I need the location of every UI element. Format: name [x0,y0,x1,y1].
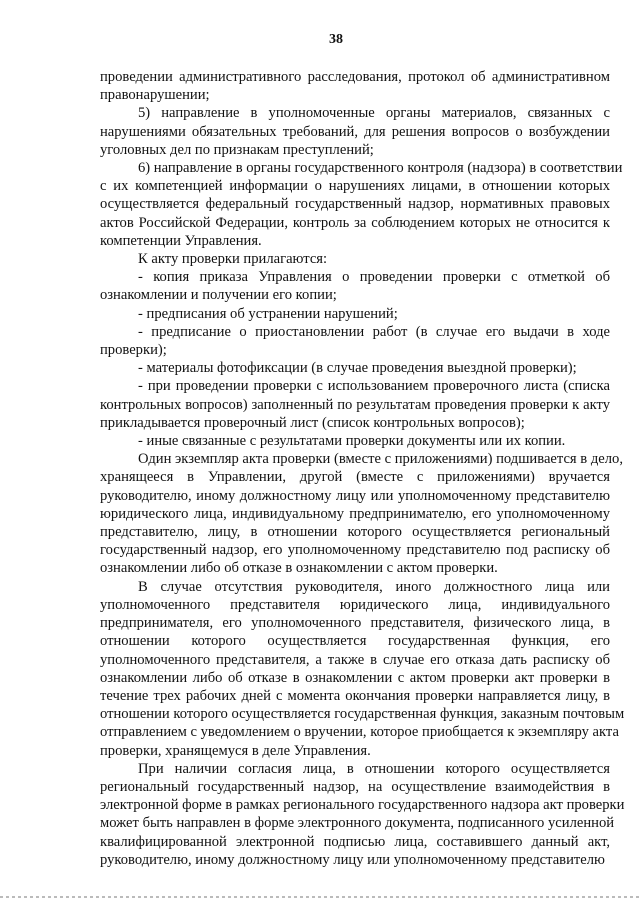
text-line: государственный надзор, его уполномоченному представителю под расписку об [100,542,610,559]
text-line: юридического лица, индивидуальному предпринимателю, его уполномоченному [100,505,610,522]
text-line: актов Российской Федерации, контроль за соблюдением которых не относится к [100,214,610,231]
paragraph-p0 [62,68,610,104]
text-line: хранящееся в Управлении, другой (вместе с приложениями) вручается [100,469,610,486]
paragraph-p6 [62,323,610,359]
text-line: - копия приказа Управления о проведении проверки с отметкой об [138,269,610,286]
text-line: представителю, лицу, в отношении которого осуществляется региональный [100,524,610,541]
paragraph-p10 [62,450,623,577]
text-line: При наличии согласия лица, в отношении которого осуществляется [138,760,610,777]
text-line: контрольных вопросов) заполненный по результатам проведения проверки к акту [100,396,610,413]
text-line: предпринимателя, его уполномоченного представителя, физического лица, в [100,615,610,632]
text-line: В случае отсутствия руководителя, иного должностного лица или [138,578,610,595]
text-line: региональный государственный надзор, на осуществление взаимодействия в [100,778,610,795]
text-line: нарушениями обязательных требований, для решения вопросов о возбуждении [100,123,610,140]
text-line: уполномоченного представителя юридического лица, индивидуального [100,596,610,613]
paragraph-p12 [62,760,625,869]
text-line: правонарушении; [100,87,210,104]
text-line: 6) направление в органы государственного контроля (надзора) в соответствии [138,160,623,177]
text-line: проверки, хранящемуся в деле Управления. [100,742,371,759]
document-body [62,68,625,869]
text-line: ознакомлении и получении его копии; [100,287,337,304]
paragraph-p2 [62,159,623,250]
text-line: руководителю, иному должностному лицу или уполномоченному представителю [100,487,610,504]
page-bottom-edge [0,896,640,898]
text-line: ознакомлении либо об отказе в ознакомлении с актом проверки акт проверки в [100,669,610,686]
text-line: ознакомлении либо об отказе в ознакомлении с актом проверки. [100,560,498,577]
text-line: 5) направление в уполномоченные органы материалов, связанных с [138,105,610,122]
text-line: осуществляется федеральный государственный надзор, нормативных правовых [100,196,610,213]
paragraph-p9 [62,432,610,450]
text-line: руководителю, иному должностному лицу или уполномоченному представителю [100,851,605,868]
paragraph-p5 [62,305,610,323]
paragraph-p8 [62,377,610,432]
page-number: 38 [329,32,343,47]
text-line: - иные связанные с результатами проверки документы или их копии. [138,433,566,450]
paragraph-p1 [62,104,610,159]
text-line: отправлением с уведомлением о вручении, которое приобщается к экземпляру акта [100,724,619,741]
text-line: отношении которого осуществляется государственная функция, его [100,633,610,650]
text-line: - материалы фотофиксации (в случае проведения выездной проверки); [138,360,577,377]
text-line: - предписание о приостановлении работ (в случае его выдачи в ходе [138,323,610,340]
text-line: электронной форме в рамках регионального государственного надзора акт проверки [100,797,625,814]
text-line: уголовных дел по признакам преступлений; [100,141,374,158]
text-line: течение трех рабочих дней с момента окончания проверки направляется лицу, в [100,687,610,704]
text-line: - предписания об устранении нарушений; [138,305,398,322]
text-line: Один экземпляр акта проверки (вместе с приложениями) подшивается в дело, [138,451,623,468]
text-line: проведении административного расследования, протокол об административном [100,69,610,85]
text-line: может быть направлен в форме электронного документа, подписанного усиленной [100,815,615,832]
text-line: квалифицированной электронной подписью лица, составившего данный акт, [100,833,610,850]
text-line: прикладывается проверочный лист (список контрольных вопросов); [100,414,525,431]
text-line: с их компетенцией информации о нарушениях лицами, в отношении которых [100,178,610,195]
text-line: отношении которого осуществляется государственная функция, заказным почтовым [100,706,625,723]
paragraph-p11 [62,578,625,760]
paragraph-p7 [62,359,610,377]
paragraph-p3 [62,250,610,268]
text-line: уполномоченного представителя, а также в случае его отказа дать расписку об [100,651,610,668]
text-line: компетенции Управления. [100,232,262,249]
text-line: проверки); [100,342,167,359]
paragraph-p4 [62,268,610,304]
text-line: - при проведении проверки с использованием проверочного листа (списка [138,378,610,395]
text-line: К акту проверки прилагаются: [138,251,328,268]
